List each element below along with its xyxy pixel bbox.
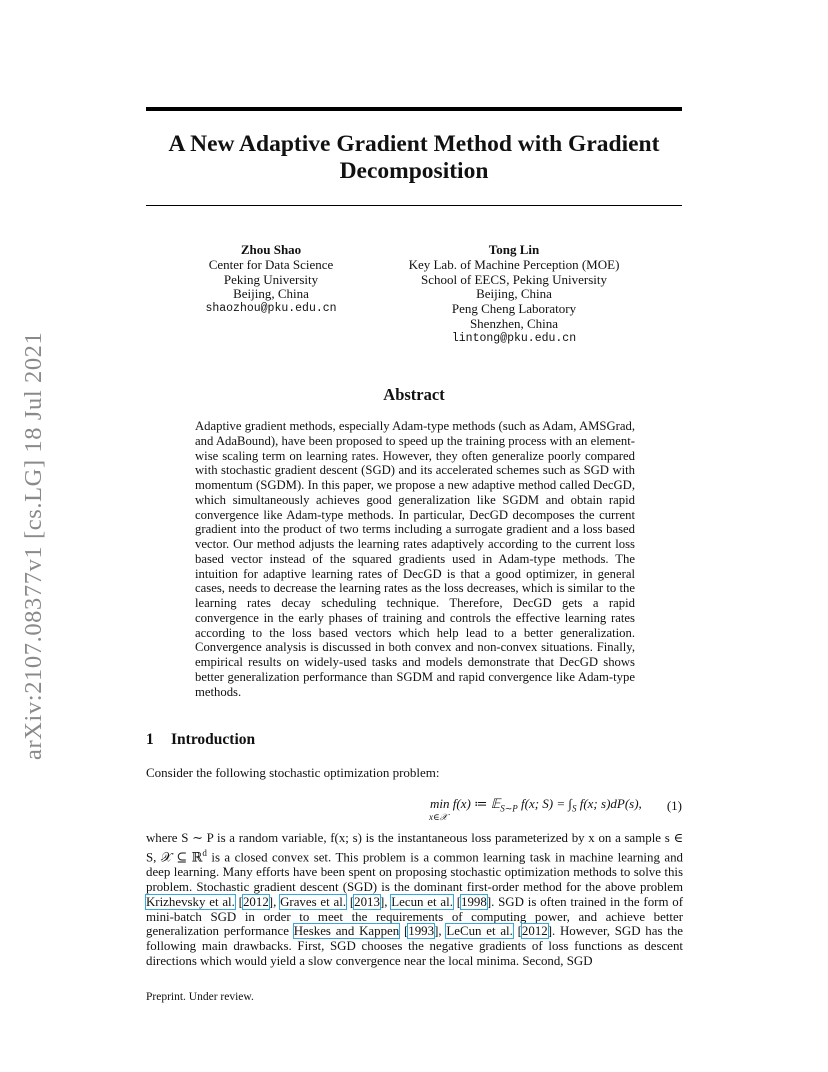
equation-body: min f(x) ≔ 𝔼$_{S\sim P}$ f(x; $S) = \int_S$ f(x; s)dP(s), — [430, 796, 642, 814]
citation-link[interactable]: Heskes and Kappen — [293, 924, 400, 939]
intro-paragraph: where S ∼ P is a random variable, f(x; s) is the instantaneous loss parameterized by x on a sample s ∈ S, 𝒳 ⊆ ℝ$^d$ is a closed convex set. This problem is a common learning task in machine learning and deep learning. Many efforts have been spent on proposing stochastic optimization methods to solve this problem. Stochastic gradient descent (SGD) is the dominant first-order method for the above problem Krizhevsky et al. [2012], Graves et al. [2013], Lecun et al. [1998]. SGD is often trained in the form of mini-batch SGD in order to meet the requirements of computing power, and achieve better generalization performance Heskes and Kappen [1993], LeCun et al. [2012]. However, SGD has the following main drawbacks. First, SGD chooses the negative gradients of loss functions as descent directions which would yield a slow convergence near the local minima. Second, SGD — [146, 831, 684, 969]
equation-number: (1) — [666, 798, 682, 813]
author-affiliation: Peng Cheng Laboratory — [451, 301, 577, 317]
author-email[interactable]: lintong@pku.edu.cn — [451, 331, 577, 345]
author-affiliation: Beijing, China — [476, 286, 552, 302]
citation-link[interactable]: Krizhevsky et al. — [146, 894, 235, 909]
author-affiliation: Key Lab. of Machine Perception (MOE) — [408, 256, 620, 272]
abstract-heading: Abstract — [383, 385, 445, 404]
section-title: Introduction — [171, 731, 256, 748]
citation-year-link[interactable]: 1998 — [461, 894, 487, 909]
author-affiliation: Beijing, China — [233, 286, 309, 302]
author-affiliation: Shenzhen, China — [469, 315, 559, 331]
citation-year-link[interactable]: 2012 — [521, 924, 548, 939]
author-affiliation: Center for Data Science — [208, 256, 334, 272]
author-block-2 — [394, 243, 634, 347]
citation-year-link[interactable]: 2012 — [242, 894, 269, 909]
title-bottom-rule — [146, 205, 682, 206]
author-block-1 — [196, 243, 346, 317]
section-number: 1 — [146, 731, 154, 748]
author-affiliation: School of EECS, Peking University — [421, 271, 607, 287]
citation-link[interactable]: Graves et al. — [280, 894, 347, 909]
section-heading — [146, 731, 255, 749]
abstract-text: Adaptive gradient methods, especially Adam-type methods (such as Adam, AMSGrad, and AdaBound), have been proposed to speed up the training process with an element-wise scaling term on learning rates. However, they often generalize poorly compared with stochastic gradient descent (SGD) and its accelerated schemes such as SGD with momentum (SGDM). In this paper, we propose a new adaptive method called DecGD, which simultaneously achieves good generalization like SGDM and obtain rapid convergence like Adam-type methods. In particular, DecGD decomposes the current gradient into the product of two terms including a surrogate gradient and a loss based vector. Our method adjusts the learning rates adaptively according to the current loss based vector instead of the squared gradients used in Adam-type methods. The intuition for adaptive learning rates of DecGD is that a good optimizer, in general cases, needs to decrease the learning rates as the loss decreases, which is similar to the learning rates decay scheduling technique. Therefore, DecGD gets a rapid convergence in the early phases of training and controls the effective learning rates according to the loss based vectors which help lead to a better generalization. Convergence analysis is discussed in both convex and non-convex situations. Finally, empirical results on widely-used tasks and models demonstrate that DecGD shows better generalization performance than SGDM and rapid convergence like Adam-type methods. — [195, 419, 635, 699]
author-email[interactable]: shaozhou@pku.edu.cn — [205, 302, 337, 316]
paper-title: A New Adaptive Gradient Method with Gradient Decomposition — [168, 131, 660, 184]
citation-link[interactable]: Lecun et al. — [391, 894, 453, 909]
citation-year-link[interactable]: 1993 — [408, 924, 435, 939]
page-footer: Preprint. Under review. — [146, 991, 254, 1003]
title-top-rule — [146, 107, 682, 111]
arxiv-sidebar-id: arXiv:2107.08377v1 [cs.LG] 18 Jul 2021 — [20, 331, 47, 760]
author-name: Zhou Shao — [240, 242, 302, 257]
citation-year-link[interactable]: 2013 — [354, 894, 380, 909]
author-name: Tong Lin — [488, 242, 540, 257]
intro-lead: Consider the following stochastic optimization problem: — [146, 765, 440, 780]
author-affiliation: Peking University — [223, 271, 319, 287]
citation-link[interactable]: LeCun et al. — [446, 924, 513, 939]
equation-subscript: x∈𝒳 — [429, 812, 448, 822]
equation-1 — [146, 790, 686, 830]
